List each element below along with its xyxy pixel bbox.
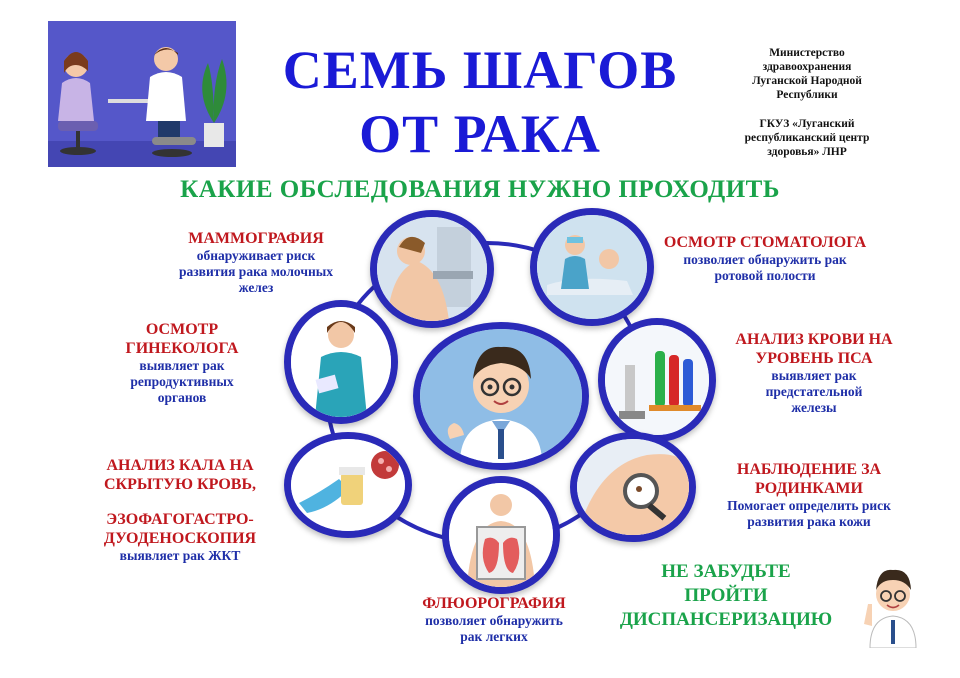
moles-desc: развития рака кожи (747, 514, 871, 529)
sample-container-icon (291, 439, 405, 531)
psa-block (724, 330, 904, 416)
psa-desc: предстательной (765, 384, 863, 399)
dentist-desc: ротовой полости (714, 268, 816, 283)
moles-title: НАБЛЮДЕНИЕ ЗА (736, 461, 882, 478)
doctor-icon (420, 329, 582, 463)
psa-desc: железы (791, 400, 837, 415)
dentist-circle (530, 208, 654, 326)
stool-test-title: АНАЛИЗ КАЛА НА (106, 457, 254, 474)
page-title-line1: СЕМЬ ШАГОВ (282, 40, 678, 100)
lungs-icon (449, 483, 553, 587)
egds-block (80, 510, 280, 564)
psa-desc: выявляет рак (771, 368, 857, 383)
stool-test-block (80, 456, 280, 494)
fluorography-block (394, 594, 594, 645)
psa-circle (598, 318, 716, 442)
reminder-line: ДИСПАНСЕРИЗАЦИЮ (619, 609, 833, 630)
egds-desc: выявляет рак ЖКТ (119, 548, 241, 563)
dentist-block (650, 233, 880, 284)
psa-title: АНАЛИЗ КРОВИ НА (735, 331, 893, 348)
doctor-pointing-icon (858, 564, 928, 648)
dentist-icon (537, 215, 647, 319)
mammography-icon (377, 217, 487, 321)
center-line: здоровья» ЛНР (767, 146, 847, 158)
fluorography-circle (442, 476, 560, 594)
gynecologist-desc: выявляет рак (139, 358, 225, 373)
moles-circle (570, 432, 696, 542)
gynecologist-title: ГИНЕКОЛОГА (125, 340, 239, 357)
mammography-block (152, 229, 360, 296)
ministry-line: здравоохранения (762, 61, 852, 73)
egds-title: ДУОДЕНОСКОПИЯ (103, 530, 257, 547)
mammography-desc: желез (238, 280, 274, 295)
gynecologist-circle (284, 300, 398, 424)
moles-desc: Помогает определить риск (727, 498, 891, 513)
center-doctor-circle (413, 322, 589, 470)
reminder-block (606, 560, 846, 632)
egds-title: ЭЗОФАГОГАСТРО- (106, 511, 254, 528)
moles-block (704, 460, 914, 530)
ministry-line: Министерство (769, 47, 845, 59)
ministry-line: Республики (776, 89, 838, 101)
stool-test-title: СКРЫТУЮ КРОВЬ, (103, 476, 257, 493)
test-tubes-icon (605, 325, 709, 435)
ministry-line: Луганской Народной (752, 75, 862, 87)
fluorography-desc: позволяет обнаружить (425, 613, 563, 628)
reminder-line: НЕ ЗАБУДЬТЕ (661, 561, 791, 582)
gynecologist-desc: органов (157, 390, 207, 405)
dentist-title: ОСМОТР СТОМАТОЛОГА (663, 234, 867, 251)
center-line: республиканский центр (744, 132, 870, 144)
magnifier-skin-icon (577, 439, 689, 535)
stool-test-circle (284, 432, 412, 538)
fluorography-desc: рак легких (460, 629, 528, 644)
nurse-icon (291, 307, 391, 417)
gynecologist-title: ОСМОТР (145, 321, 219, 338)
mammography-desc: обнаруживает риск (196, 248, 316, 263)
psa-title: УРОВЕНЬ ПСА (755, 350, 873, 367)
reminder-line: ПРОЙТИ (684, 585, 768, 606)
dentist-desc: позволяет обнаружить рак (683, 252, 847, 267)
center-line: ГКУЗ «Луганский (759, 118, 855, 130)
mammography-circle (370, 210, 494, 328)
small-doctor-illustration (858, 564, 928, 648)
subtitle: КАКИЕ ОБСЛЕДОВАНИЯ НУЖНО ПРОХОДИТЬ (180, 176, 780, 203)
page-title-line2: ОТ РАКА (359, 104, 601, 164)
mammography-title: МАММОГРАФИЯ (188, 230, 324, 247)
mammography-desc: развития рака молочных (178, 264, 334, 279)
moles-title: РОДИНКАМИ (755, 480, 863, 497)
fluorography-title: ФЛЮОРОГРАФИЯ (422, 595, 566, 612)
gynecologist-block (96, 320, 268, 406)
gynecologist-desc: репродуктивных (130, 374, 234, 389)
